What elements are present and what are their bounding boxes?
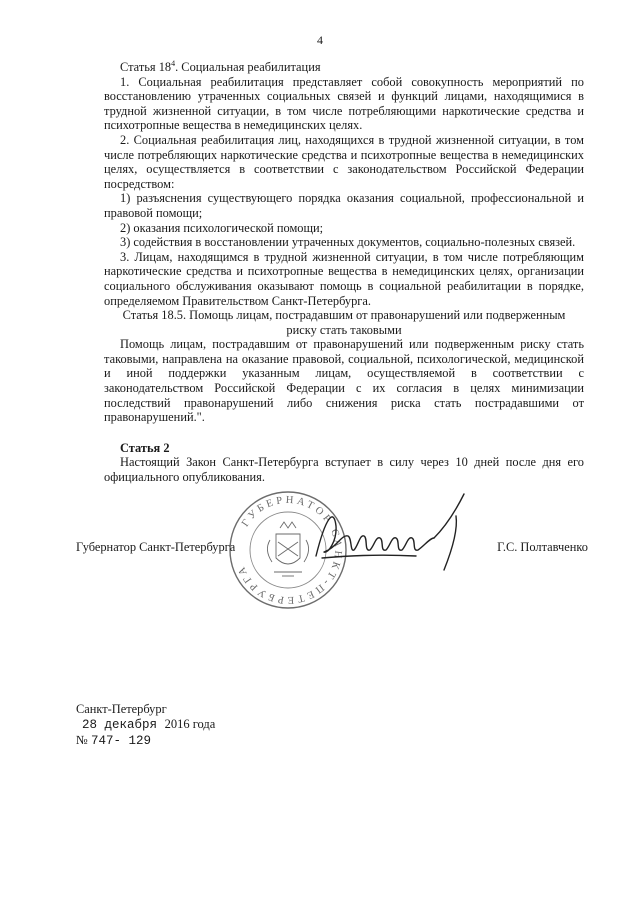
number-value: 747- 129 xyxy=(90,734,151,748)
governor-title: Губернатор Санкт-Петербурга xyxy=(76,540,236,554)
seal-text: ГУБЕРНАТОР САНКТ-ПЕТЕРБУРГА xyxy=(235,494,344,606)
governor-name: Г.С. Полтавченко xyxy=(497,540,588,554)
date-year: 2016 года xyxy=(164,717,216,731)
handwritten-signature-icon xyxy=(306,486,476,576)
article-18-4-paragraph-1: 1. Социальная реабилитация представляет собой совокупность мероприятий по восстановлению утраченных социальных связей и функций лицами, находящимися в трудной жизненной ситуации, в том числе потребляющими наркотические средства и психотропные вещества в немедицинских целях. xyxy=(104,74,584,133)
document-footer xyxy=(76,702,215,749)
page-number: 4 xyxy=(317,33,323,47)
article-18-4-paragraph-2: 2. Социальная реабилитация лиц, находящихся в трудной жизненной ситуации, в том числе потребляющих наркотические средства и психотропные вещества в немедицинских целях, осуществляется в соответствии с законодательством Российской Федерации посредством: xyxy=(104,132,584,191)
date-day: 28 xyxy=(82,718,98,732)
article-18-4-heading-suffix: . Социальная реабилитация xyxy=(175,60,321,74)
document-number xyxy=(76,733,215,749)
article-18-4-heading-prefix: Статья 18 xyxy=(120,60,172,74)
list-item: 1) разъяснения существующего порядка оказания социальной, профессиональной и правовой помощи; xyxy=(104,191,584,220)
list-item: 3) содействия в восстановлении утраченных документов, социально-полезных связей. xyxy=(120,235,576,250)
article-18-4-heading xyxy=(104,60,584,75)
list-item: 2) оказания психологической помощи; xyxy=(120,220,324,235)
article-2-heading: Статья 2 xyxy=(120,440,170,455)
date-month: декабря xyxy=(104,718,158,732)
document-date xyxy=(76,717,215,733)
article-18-5-paragraph: Помощь лицам, пострадавшим от правонарушений или подверженным риску стать таковыми, направлена на оказание правовой, социальной, психологической, медицинской и иной поддержки указанным лицам, осуществляемой в соответствии с законодательством Российской Федерации с их согласия в целях минимизации последствий правонарушений либо снижения риска стать пострадавшими от правонарушений.". xyxy=(104,337,584,425)
main-text xyxy=(104,60,584,485)
article-2-text: Настоящий Закон Санкт-Петербурга вступает в силу через 10 дней после дня его официального опубликования. xyxy=(104,455,584,485)
article-18-5-heading-line-1: Статья 18.5. Помощь лицам, пострадавшим от правонарушений или подверженным xyxy=(122,308,566,323)
city-name: Санкт-Петербург xyxy=(76,702,167,716)
number-prefix: № xyxy=(76,733,88,747)
article-18-4-heading-sup: 4 xyxy=(171,58,176,68)
article-18-4-paragraph-3: 3. Лицам, находящимся в трудной жизненной ситуации, в том числе потребляющим наркотические средства и психотропные вещества в немедицинских целях, организации социального обслуживания оказывают помощь в социальной реабилитации в порядке, определяемом Правительством Санкт-Петербурга. xyxy=(104,249,584,308)
article-18-5-heading-line-2: риску стать таковыми xyxy=(286,322,402,337)
